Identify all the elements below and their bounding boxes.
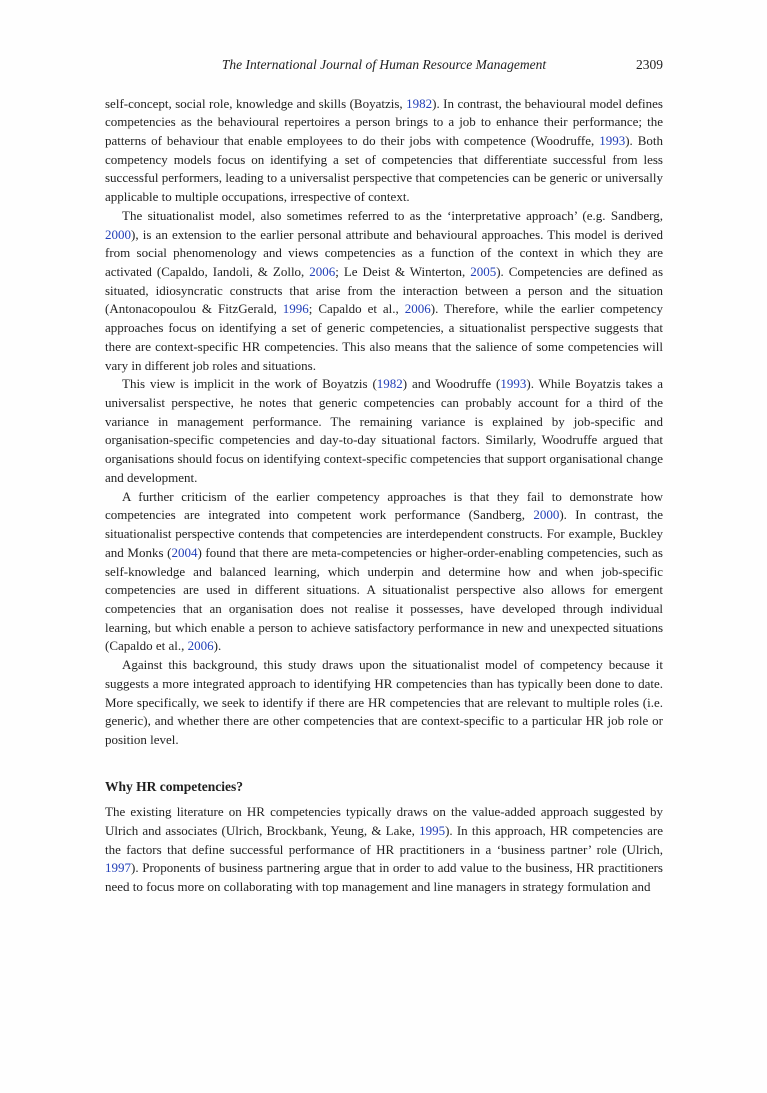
running-head	[105, 56, 663, 74]
text-run: ). While Boyatzis takes a universalist perspective, he notes that generic competencies can probably account for a third of the variance in management performance. The remaining variance is explained by job-specific and organisation-specific competencies and day-to-day situational factors. Similarly, Woodruffe argued that organisations should focus on identifying context-specific competencies that support organisational change and development.	[105, 376, 663, 485]
journal-title: The International Journal of Human Resource Management	[221, 57, 547, 72]
text-run: ), is an extension to the earlier personal attribute and behavioural approaches. This model is derived from social phenomenology and views competencies as a function of the context in which they are activated (Capaldo, Iandoli, & Zollo,	[105, 226, 663, 280]
paragraph	[105, 207, 663, 375]
citation-link[interactable]: 1982	[406, 95, 433, 111]
text-run: The existing literature on HR competencies typically draws on the value-added approach suggested by Ulrich and associates (Ulrich, Brockbank, Yeung, & Lake,	[105, 804, 663, 838]
section-heading: Why HR competencies?	[105, 778, 243, 794]
text-run: This view is implicit in the work of Boyatzis (	[122, 376, 377, 392]
text-run: A further criticism of the earlier competency approaches is that they fail to demonstrate how competencies are integrated into competent work performance (Sandberg,	[105, 488, 663, 523]
text-run: ) found that there are meta-competencies or higher-order-enabling competencies, such as self-knowledge and balanced learning, which underpin and determine how and when job-specific competencies are used in different situations. A situationalist perspective also allows for emergent competencies that an organisation does not realise it possesses, have developed through individual learning, but which enable a person to achieve satisfactory performance in new and unexpected situations (Capaldo et al.,	[105, 544, 663, 654]
paragraph	[105, 375, 663, 487]
citation-link[interactable]: 1982	[376, 376, 403, 392]
citation-link[interactable]: 1993	[500, 376, 527, 392]
citation-link[interactable]: 1995	[419, 822, 446, 838]
citation-link[interactable]: 2006	[309, 264, 336, 280]
paragraph	[105, 656, 663, 750]
text-run: ; Le Deist & Winterton,	[335, 264, 471, 280]
text-run: ). In contrast, the situationalist perspective contends that competencies are interdependent constructs. For example, Buckley and Monks (	[105, 507, 663, 560]
text-run: ; Capaldo et al.,	[308, 301, 405, 317]
citation-link[interactable]: 2006	[404, 301, 431, 317]
paragraph	[105, 95, 663, 207]
text-run: ). Therefore, while the earlier competency approaches focus on identifying a set of generic competencies, a situationalist perspective suggests that there are context-specific HR competencies. This also means that the salience of some competencies will vary in different job roles and situations.	[105, 301, 664, 373]
text-run: The situationalist model, also sometimes referred to as the ‘interpretative approach’ (e.g. Sandberg,	[122, 207, 663, 223]
citation-link[interactable]: 1997	[105, 860, 131, 876]
citation-link[interactable]: 2000	[533, 507, 560, 523]
paragraph	[105, 803, 663, 897]
text-run: ). In contrast, the behavioural model defines competencies as the behavioural repertoires a person brings to a job to enhance their performance; the patterns of behaviour that enable employees to do their jobs with competence (Woodruffe,	[105, 95, 663, 148]
text-run: ).	[213, 638, 222, 654]
citation-link[interactable]: 1996	[282, 301, 309, 317]
text-run: ) and Woodruffe (	[402, 376, 501, 392]
page-number: 2309	[636, 57, 663, 72]
text-run: ). Both competency models focus on identifying a set of competencies that differentiate successful from less successful performers, leading to a universalist perspective that competencies can be generic or universally applicable to multiple occupations, irrespective of context.	[105, 132, 663, 205]
paragraph	[105, 488, 663, 656]
text-run: ). Proponents of business partnering argue that in order to add value to the business, HR practitioners need to focus more on collaborating with top management and line managers in strategy formulation and	[105, 860, 663, 895]
citation-link[interactable]: 2005	[470, 264, 497, 280]
article-body	[105, 95, 663, 897]
text-run: self-concept, social role, knowledge and skills (Boyatzis,	[105, 95, 407, 111]
citation-link[interactable]: 1993	[599, 132, 626, 148]
citation-link[interactable]: 2000	[105, 226, 131, 242]
text-run: ). In this approach, HR competencies are the factors that define successful performance of HR practitioners in a ‘business partner’ role (Ulrich,	[105, 822, 663, 857]
text-run: ). Competencies are defined as situated, idiosyncratic constructs that arise from the interaction between a person and the situation (Antonacopoulou & FitzGerald,	[105, 264, 664, 317]
citation-link[interactable]: 2006	[187, 638, 214, 654]
citation-link[interactable]: 2004	[171, 544, 198, 560]
text-run: Against this background, this study draws upon the situationalist model of competency because it suggests a more integrated approach to identifying HR competencies than has typically been done to date. More specifically, we seek to identify if there are HR competencies that are relevant to multiple roles (i.e. generic), and whether there are other competencies that are context-specific to a particular HR job role or position level.	[105, 657, 663, 747]
